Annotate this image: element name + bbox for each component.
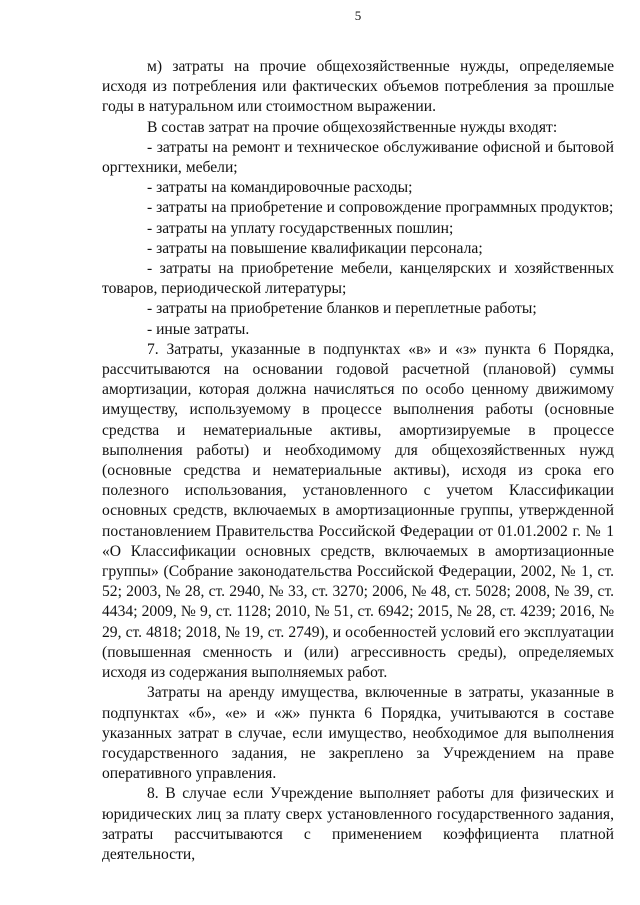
paragraph-rent-costs: Затраты на аренду имущества, включенные в затраты, указанные в подпунктах «б», «е» и «ж» пункта 6 Порядка, учитываются в составе указанных затрат в случае, если имущество, необходимое для выполнения государственного задания, не закреплено за Учреждением на праве оперативного управления. xyxy=(102,684,614,783)
list-item: - затраты на приобретение и сопровождение программных продуктов; xyxy=(147,199,614,217)
list-item: - иные затраты. xyxy=(147,320,250,338)
list-item: - затраты на командировочные расходы; xyxy=(147,179,413,197)
paragraph-item-m: м) затраты на прочие общехозяйственные нужды, определяемые исходя из потребления или фактических объемов потребления за прошлые годы в натуральном или стоимостном выражении. xyxy=(102,58,614,116)
list-item: - затраты на уплату государственных пошлин; xyxy=(147,219,454,237)
list-item: - затраты на ремонт и техническое обслуживание офисной и бытовой оргтехники, мебели; xyxy=(102,138,614,177)
document-body xyxy=(102,57,614,865)
paragraph-section-7: 7. Затраты, указанные в подпунктах «в» и «з» пункта 6 Порядка, рассчитываются на основании годовой расчетной (плановой) суммы амортизации, которая должна начисляться по особо ценному движимому имуществу, используемому в процессе выполнения работы (основные средства и нематериальные активы, амортизируемые в процессе выполнения работы) и необходимому для общехозяйственных нужд (основные средства и нематериальные активы), исходя из срока его полезного использования, установленного с учетом Классификации основных средств, включаемых в амортизационные группы, утвержденной постановлением Правительства Российской Федерации от 01.01.2002 г. № 1 «О Классификации основных средств, включаемых в амортизационные группы» (Собрание законодательства Российской Федерации, 2002, № 1, ст. 52; 2003, № 28, ст. 2940, № 33, ст. 3270; 2006, № 48, ст. 5028; 2008, № 39, ст. 4434; 2009, № 9, ст. 1128; 2010, № 51, ст. 6942; 2015, № 28, ст. 4239; 2016, № 29, ст. 4818; 2018, № 19, ст. 2749), и особенностей условий его эксплуатации (повышенная сменность и (или) агрессивность среды), определяемых исходя из содержания выполняемых работ. xyxy=(102,340,614,682)
list-item: - затраты на повышение квалификации персонала; xyxy=(147,239,483,257)
paragraph-list-intro: В состав затрат на прочие общехозяйственные нужды входят: xyxy=(147,118,558,136)
paragraph-section-8: 8. В случае если Учреждение выполняет работы для физических и юридических лиц за плату сверх установленного государственного задания, затраты рассчитываются с применением коэффициента платной деятельности, xyxy=(102,785,614,863)
list-item: - затраты на приобретение бланков и переплетные работы; xyxy=(147,300,537,318)
page-number: 5 xyxy=(354,8,362,23)
list-item: - затраты на приобретение мебели, канцелярских и хозяйственных товаров, периодической литературы; xyxy=(102,260,614,298)
